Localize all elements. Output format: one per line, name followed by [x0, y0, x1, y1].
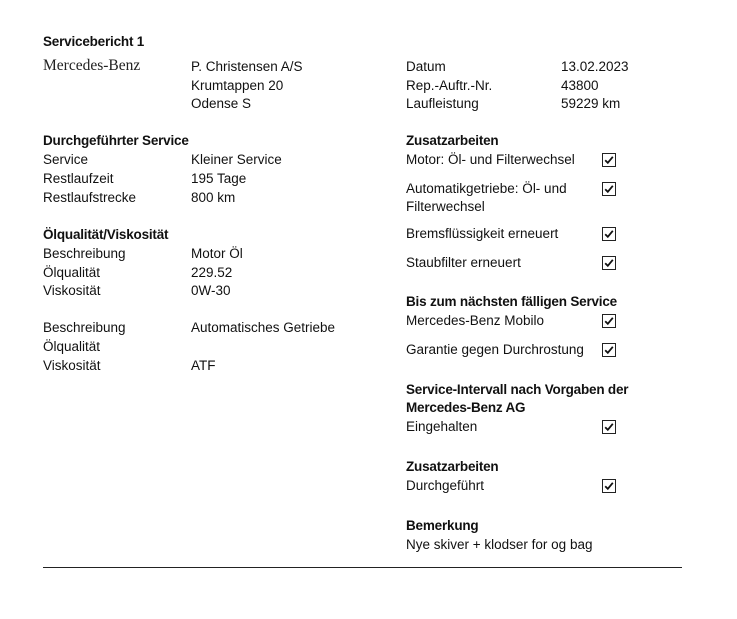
remark-text: Nye skiver + klodser for og bag [406, 537, 593, 552]
oil-value: 229.52 [191, 265, 233, 280]
interval-item: Eingehalten [406, 419, 478, 434]
checkbox-checked-icon[interactable] [602, 153, 616, 167]
meta-value-date: 13.02.2023 [561, 59, 629, 74]
oil-value: Motor Öl [191, 246, 243, 261]
remark-heading: Bemerkung [406, 518, 479, 533]
oil-label: Viskosität [43, 358, 101, 373]
extra-work2-item: Durchgeführt [406, 478, 485, 493]
checkbox-checked-icon[interactable] [602, 343, 616, 357]
extra-work-item: Motor: Öl- und Filterwechsel [406, 152, 575, 167]
checkbox-checked-icon[interactable] [602, 420, 616, 434]
extra-work2-heading: Zusatzarbeiten [406, 459, 499, 474]
next-service-item: Mercedes-Benz Mobilo [406, 313, 545, 328]
checkbox-checked-icon[interactable] [602, 227, 616, 241]
next-service-heading: Bis zum nächsten fälligen Service [406, 294, 617, 309]
interval-heading: Service-Intervall nach Vorgaben der Mercedes-Benz AG [406, 382, 629, 415]
service-value: Kleiner Service [191, 152, 282, 167]
oil-label: Ölqualität [43, 339, 101, 354]
next-service-item: Garantie gegen Durchrostung [406, 342, 584, 357]
meta-value-mileage: 59229 km [561, 96, 621, 111]
extra-work-item: Automatikgetriebe: Öl- und Filterwechsel [406, 181, 567, 214]
oil-value: 0W-30 [191, 283, 231, 298]
service-label: Service [43, 152, 89, 167]
service-value: 195 Tage [191, 171, 247, 186]
extra-work-item: Bremsflüssigkeit erneuert [406, 226, 559, 241]
meta-label-mileage: Laufleistung [406, 96, 479, 111]
checkbox-checked-icon[interactable] [602, 479, 616, 493]
checkbox-checked-icon[interactable] [602, 256, 616, 270]
extra-work-heading: Zusatzarbeiten [406, 133, 499, 148]
oil-label: Beschreibung [43, 246, 126, 261]
dealer-city: Odense S [191, 96, 252, 111]
oil-label: Beschreibung [43, 320, 126, 335]
footer-divider [43, 567, 682, 568]
oil-label: Viskosität [43, 283, 101, 298]
report-title: Servicebericht 1 [43, 34, 145, 49]
checkbox-checked-icon[interactable] [602, 314, 616, 328]
oil-value: ATF [191, 358, 216, 373]
oil-heading: Ölqualität/Viskosität [43, 227, 169, 242]
service-value: 800 km [191, 190, 236, 205]
extra-work-item: Staubfilter erneuert [406, 255, 521, 270]
oil-value: Automatisches Getriebe [191, 320, 336, 335]
service-heading: Durchgeführter Service [43, 133, 189, 148]
dealer-name: P. Christensen A/S [191, 59, 303, 74]
meta-label-date: Datum [406, 59, 446, 74]
service-label: Restlaufzeit [43, 171, 114, 186]
service-label: Restlaufstrecke [43, 190, 137, 205]
checkbox-checked-icon[interactable] [602, 182, 616, 196]
oil-label: Ölqualität [43, 265, 101, 280]
meta-value-order: 43800 [561, 78, 599, 93]
meta-label-order: Rep.-Auftr.-Nr. [406, 78, 493, 93]
brand-wordmark: Mercedes-Benz [43, 57, 141, 74]
dealer-street: Krumtappen 20 [191, 78, 284, 93]
